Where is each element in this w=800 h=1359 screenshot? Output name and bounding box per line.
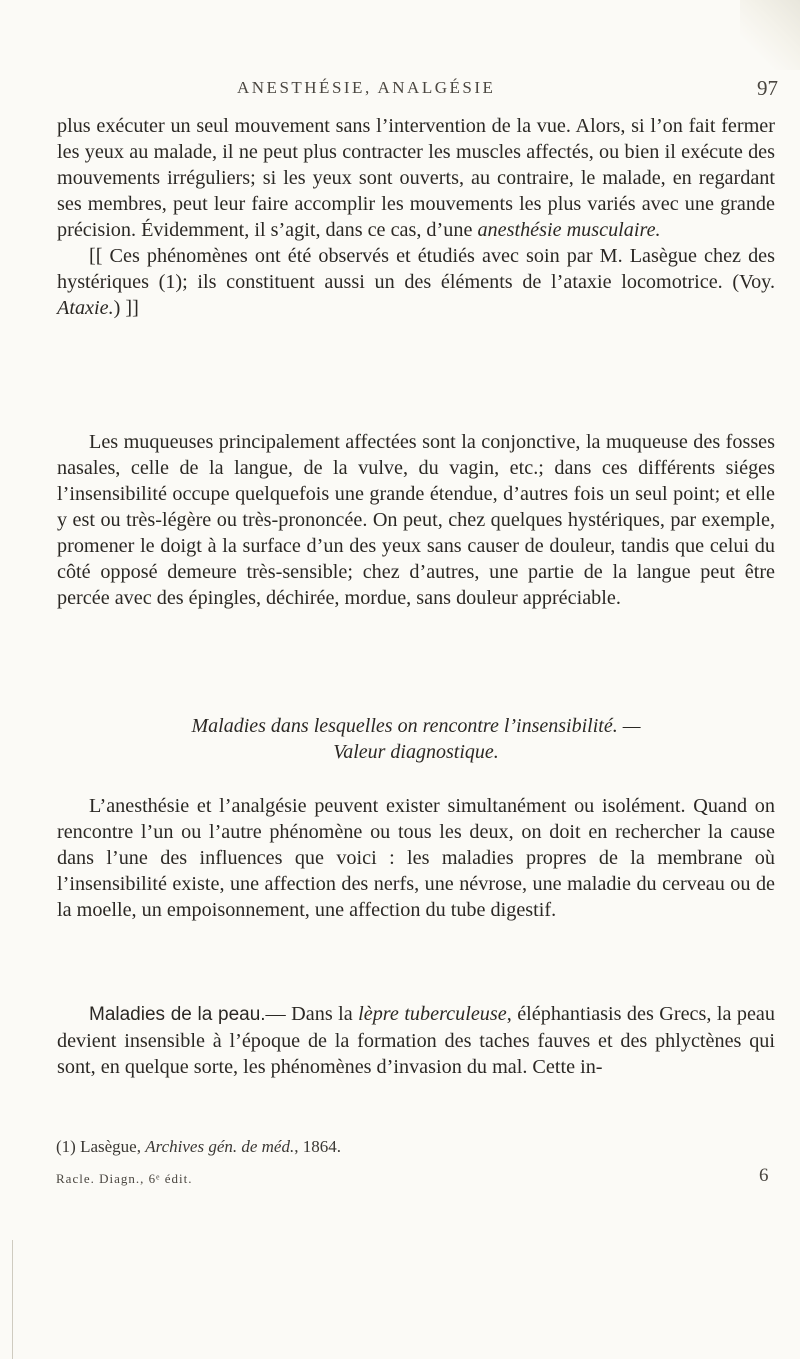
paragraph-text: ) ]] [113, 297, 139, 319]
paragraph-text: , éléphantiasis des Grecs, la peau devient insensible à l’époque de la formation des taches fauves et des phlyctènes qui sont, en quelque sorte, les phénomènes d’invasion du mal. Cette in- [57, 1003, 775, 1078]
footnote-year: , 1864. [294, 1137, 341, 1156]
page-number: 97 [757, 76, 778, 100]
italic-term: Ataxie. [57, 297, 114, 319]
paragraph-block-muscular [57, 113, 775, 321]
printer-signature: Racle. Diagn., 6ᵉ édit. [56, 1171, 193, 1186]
section-heading-line-1: Maladies dans lesquelles on rencontre l’insensibilité. — [191, 715, 641, 737]
paragraph-text: — Dans la [265, 1003, 359, 1025]
footnote-text: (1) Lasègue, [56, 1137, 146, 1156]
run-in-heading: Maladies de la peau. [89, 1004, 266, 1025]
page-corner-shadow [740, 0, 800, 70]
paragraph-lasegue [57, 243, 775, 321]
paragraph-skin-diseases [57, 1001, 775, 1080]
paragraph-anesthesia-analgesia: L’anesthésie et l’analgésie peuvent exister simultanément ou isolément. Quand on rencontre l’un ou l’autre phénomène ou tous les deux, on doit en rechercher la cause dans l’une des influences que voici : les maladies propres de la membrane où l’insensibilité existe, une affection des nerfs, une névrose, une maladie du cerveau ou de la moelle, un empoisonnement, une affection du tube digestif. [57, 795, 775, 921]
paragraph-text: [[ Ces phénomènes ont été observés et étudiés avec soin par M. Lasègue chez des hystériques (1); ils constituent aussi un des éléments de l’ataxie locomotrice. (Voy. [57, 245, 775, 293]
footnote [56, 1137, 341, 1157]
italic-term: lèpre tuberculeuse [358, 1003, 507, 1025]
section-heading [57, 713, 775, 765]
signature-number: 6 [759, 1165, 769, 1186]
paragraph-muscular-anesthesia [57, 113, 775, 243]
italic-term: anesthésie musculaire. [477, 219, 661, 241]
paragraph-text: plus exécuter un seul mouvement sans l’intervention de la vue. Alors, si l’on fait fermer les yeux au malade, il ne peut plus contracter les muscles affectés, ou bien il exécute des mouvements irréguliers; si les yeux sont ouverts, au contraire, le malade, en regardant ses membres, peut leur faire accomplir les mouvements les plus variés avec une grande précision. Évidemment, il s’agit, dans ce cas, d’une [57, 115, 775, 241]
section-heading-line-2: Valeur diagnostique. [333, 741, 499, 763]
binding-edge-line [12, 1240, 13, 1359]
running-head [0, 78, 800, 108]
paragraph-mucous-membranes: Les muqueuses principalement affectées sont la conjonctive, la muqueuse des fosses nasales, celle de la langue, de la vulve, du vagin, etc.; dans ces différents siéges l’insensibilité occupe quelquefois une grande étendue, d’autres fois un seul point; et elle y est ou très-légère ou très-prononcée. On peut, chez quelques hystériques, par exemple, promener le doigt à la surface d’un des yeux sans causer de douleur, tandis que celui du côté opposé demeure très-sensible; chez d’autres, une partie de la langue peut être percée avec des épingles, déchirée, mordue, sans douleur appréciable. [57, 431, 775, 609]
paragraph-block-diagnosis [57, 793, 775, 923]
footnote-journal: Archives gén. de méd. [145, 1137, 295, 1156]
paragraph-block-mucous [57, 429, 775, 611]
running-head-title: ANESTHÉSIE, ANALGÉSIE [237, 78, 496, 97]
paragraph-block-skin [57, 1001, 775, 1080]
